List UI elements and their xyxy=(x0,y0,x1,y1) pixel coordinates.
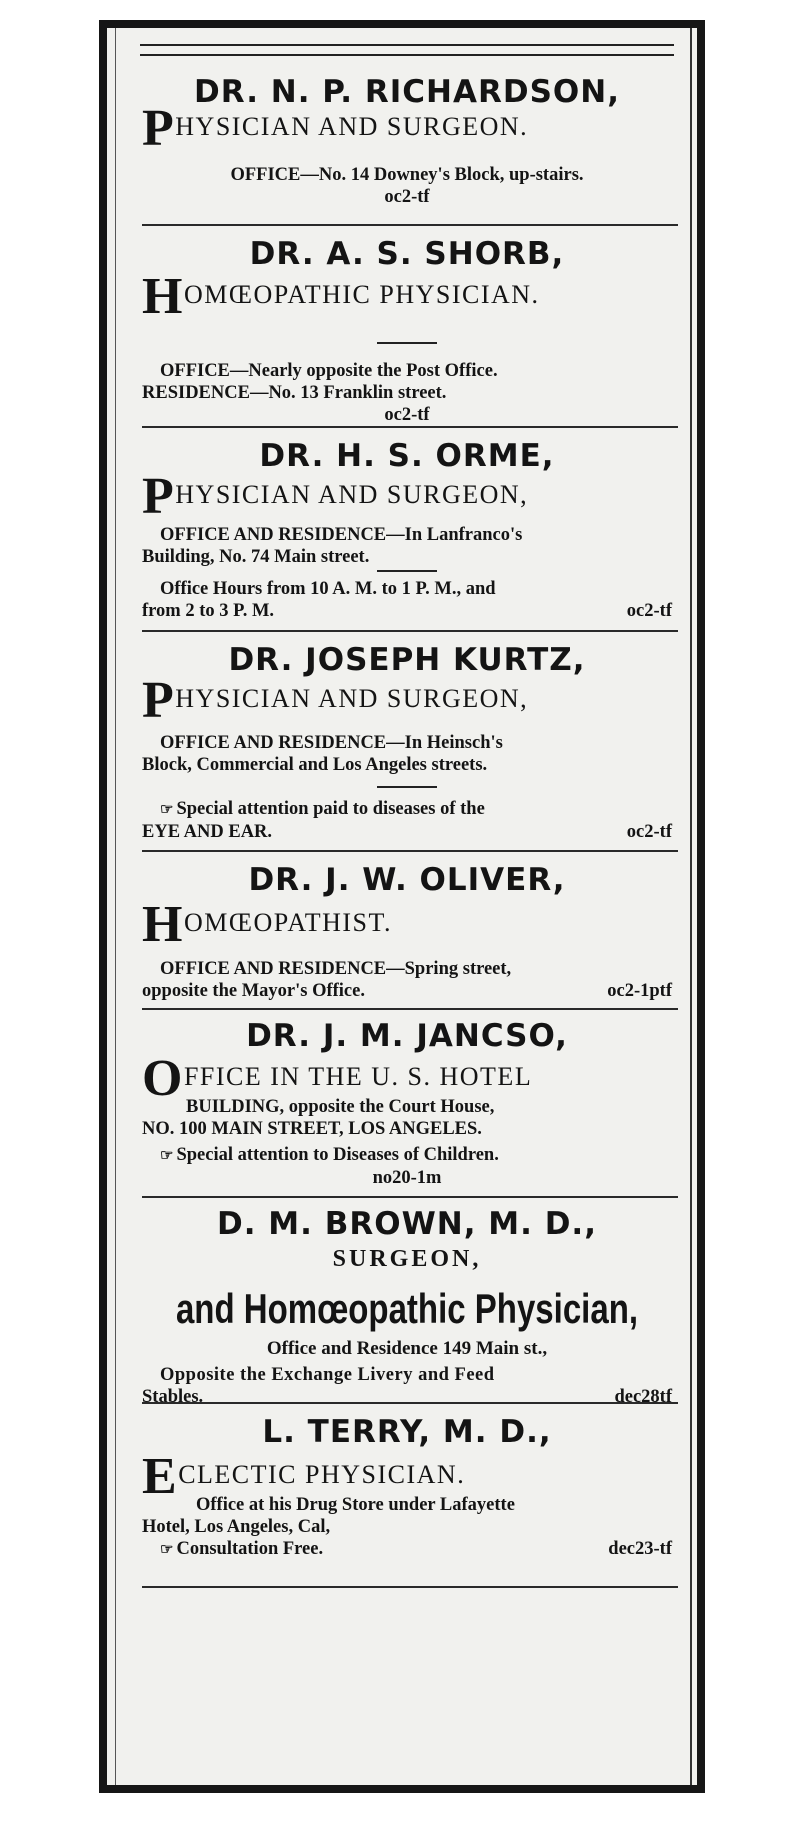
office-line: OFFICE AND RESIDENCE—In Lanfranco's xyxy=(160,525,523,545)
ad-title xyxy=(142,468,672,525)
drop-cap: O xyxy=(142,1050,184,1107)
divider xyxy=(142,1586,678,1588)
drop-cap: H xyxy=(142,268,184,325)
ad-richardson xyxy=(142,74,672,208)
ad-code: oc2-tf xyxy=(626,601,672,621)
ad-title xyxy=(142,100,672,157)
ad-kurtz xyxy=(142,642,672,843)
ad-code: dec23-tf xyxy=(608,1539,672,1559)
ad-orme xyxy=(142,438,672,622)
title-text: CLECTIC PHYSICIAN. xyxy=(178,1460,466,1489)
top-rule-2 xyxy=(140,54,674,56)
divider xyxy=(142,1402,678,1404)
ad-name: DR. A. S. SHORB, xyxy=(249,236,565,272)
title-text: FFICE IN THE U. S. HOTEL xyxy=(183,1062,533,1091)
drop-cap: E xyxy=(142,1448,179,1505)
note-line xyxy=(142,1538,672,1561)
drop-cap: H xyxy=(142,896,184,953)
title-text: HYSICIAN AND SURGEON, xyxy=(175,480,529,509)
note-text: Consultation Free. xyxy=(176,1539,324,1559)
office-line: OFFICE—No. 14 Downey's Block, up-stairs. xyxy=(230,165,584,185)
ad-jancso xyxy=(142,1018,672,1189)
address-line: Hotel, Los Angeles, Cal, xyxy=(142,1517,331,1537)
ad-code: dec28tf xyxy=(614,1387,672,1407)
note-line xyxy=(142,821,672,843)
office-line: Building, No. 74 Main street. xyxy=(142,547,370,567)
ad-code: oc2-1ptf xyxy=(607,981,672,1001)
drop-cap: P xyxy=(142,672,176,729)
ad-title xyxy=(142,896,672,953)
office-line: Office and Residence 149 Main st., xyxy=(266,1338,548,1359)
address-line: NO. 100 MAIN STREET, LOS ANGELES. xyxy=(142,1119,482,1139)
note-text: Special attention paid to diseases of the xyxy=(176,799,485,819)
ad-code: oc2-tf xyxy=(384,405,430,425)
divider xyxy=(142,630,678,632)
title-text: HYSICIAN AND SURGEON. xyxy=(175,112,529,141)
ad-name: DR. N. P. RICHARDSON, xyxy=(194,74,620,110)
note-line xyxy=(142,798,672,821)
top-rule xyxy=(140,44,674,46)
residence-line: RESIDENCE—No. 13 Franklin street. xyxy=(142,383,447,403)
ad-oliver xyxy=(142,862,672,1002)
drop-cap: P xyxy=(142,100,176,157)
short-rule xyxy=(377,786,437,788)
divider xyxy=(142,426,678,428)
ad-name: DR. J. M. JANCSO, xyxy=(246,1018,568,1054)
ad-subtitle: and Homœopathic Physician, xyxy=(175,1285,639,1332)
advertisement-column xyxy=(115,28,692,1785)
title-text: HYSICIAN AND SURGEON, xyxy=(175,684,529,713)
newspaper-clipping xyxy=(99,20,705,1793)
short-rule xyxy=(377,570,437,572)
ad-title xyxy=(142,672,672,729)
address-line: Office at his Drug Store under Lafayette xyxy=(196,1495,515,1515)
office-text: opposite the Mayor's Office. xyxy=(142,981,365,1001)
ad-shorb xyxy=(142,236,672,426)
office-line: OFFICE AND RESIDENCE—Spring street, xyxy=(160,959,512,979)
hours-line: Office Hours from 10 A. M. to 1 P. M., and xyxy=(160,579,496,599)
pointing-hand-icon: ☞ xyxy=(160,1148,173,1164)
ad-terry xyxy=(142,1414,672,1561)
ad-name: DR. J. W. OLIVER, xyxy=(248,862,566,898)
divider xyxy=(142,850,678,852)
hours-text: from 2 to 3 P. M. xyxy=(142,601,275,621)
ad-name: L. TERRY, M. D., xyxy=(262,1414,552,1450)
hours-line xyxy=(142,600,672,622)
note-text: EYE AND EAR. xyxy=(142,822,273,842)
address-line: BUILDING, opposite the Court House, xyxy=(186,1097,495,1117)
office-line xyxy=(142,980,672,1002)
office-line: Block, Commercial and Los Angeles streets. xyxy=(142,755,488,775)
ad-brown xyxy=(142,1206,672,1408)
title-text: OMŒOPATHIC PHYSICIAN. xyxy=(183,280,540,309)
ad-name: DR. H. S. ORME, xyxy=(259,438,555,474)
ad-code: oc2-tf xyxy=(626,822,672,842)
address-text: Stables. xyxy=(142,1387,204,1407)
address-line xyxy=(142,1386,672,1408)
ad-code: oc2-tf xyxy=(384,187,430,207)
ad-name: DR. JOSEPH KURTZ, xyxy=(228,642,586,678)
divider xyxy=(142,1196,678,1198)
short-rule xyxy=(377,342,437,344)
pointing-hand-icon: ☞ xyxy=(160,802,173,818)
address-line: Opposite the Exchange Livery and Feed xyxy=(160,1365,495,1385)
drop-cap: P xyxy=(142,468,176,525)
ad-title xyxy=(142,268,672,325)
ad-title: SURGEON, xyxy=(332,1246,482,1272)
ad-code: no20-1m xyxy=(372,1168,442,1188)
note-line xyxy=(142,1144,672,1167)
pointing-hand-icon: ☞ xyxy=(160,1542,173,1558)
title-text: OMŒOPATHIST. xyxy=(183,908,392,937)
divider xyxy=(142,224,678,226)
ad-name: D. M. BROWN, M. D., xyxy=(217,1206,597,1242)
divider xyxy=(142,1008,678,1010)
office-line: OFFICE AND RESIDENCE—In Heinsch's xyxy=(160,733,503,753)
note-text: Special attention to Diseases of Children. xyxy=(176,1145,499,1165)
office-line: OFFICE—Nearly opposite the Post Office. xyxy=(160,361,498,381)
